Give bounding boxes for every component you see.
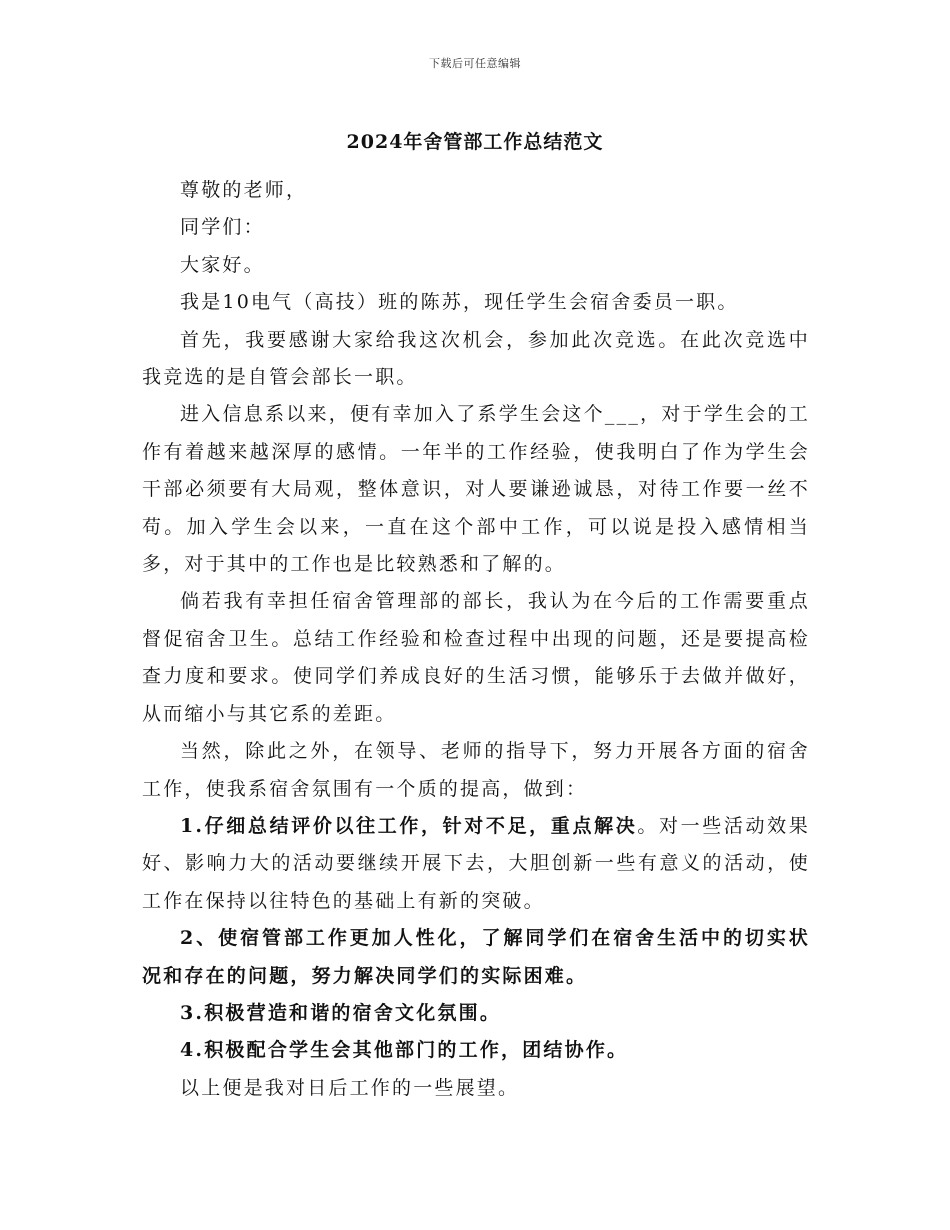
greeting-line-1: 尊敬的老师， [180,179,308,201]
experience-paragraph: 进入信息系以来，便有幸加入了系学生会这个___，对于学生会的工作有着越来越深厚的感情。一年半的工作经验，使我明白了作为学生会干部必须要有大局观，整体意识，对人要谦逊诚恳，对待工作要一丝不苟。加入学生会以来，一直在这个部中工作，可以说是投入感情相当多，对于其中的工作也是比较熟悉和了解的。 [142,403,810,576]
goal-item-1-heading: 1.仔细总结评价以往工作，针对不足，重点解决 [180,814,638,837]
document-title: 2024年舍管部工作总结范文 [346,131,604,153]
plan-paragraph: 倘若我有幸担任宿舍管理部的部长，我认为在今后的工作需要重点督促宿舍卫生。总结工作经验和检查过程中出现的问题，还是要提高检查力度和要求。使同学们养成良好的生活习惯，能够乐于去做并做好，从而缩小与其它系的差距。 [142,590,810,725]
goals-paragraph: 当然，除此之外，在领导、老师的指导下，努力开展各方面的宿舍工作，使我系宿舍氛围有一个质的提高，做到： [142,740,810,800]
closing-paragraph: 以上便是我对日后工作的一些展望。 [180,1076,520,1099]
goal-item-1 [142,808,810,920]
goal-item-4: 4.积极配合学生会其他部门的工作，团结协作。 [180,1039,629,1062]
header-note: 下载后可任意编辑 [429,57,521,70]
goal-item-1-detail: 。对一些活动效果好、影响力大的活动要继续开展下去，大胆创新一些有意义的活动，使工作在保持以往特色的基础上有新的突破。 [142,814,810,912]
goal-item-2: 2、使宿管部工作更加人性化，了解同学们在宿舍生活中的切实状况和存在的问题，努力解决同学们的实际困难。 [142,927,810,987]
goal-item-3: 3.积极营造和谐的宿舍文化氛围。 [180,1001,502,1024]
intro-paragraph: 我是10电气（高技）班的陈苏，现任学生会宿舍委员一职。 [180,291,739,314]
greeting-line-2: 同学们： [180,216,265,239]
greeting-line-3: 大家好。 [180,253,265,276]
thanks-paragraph: 首先，我要感谢大家给我这次机会，参加此次竞选。在此次竞选中我竞选的是自管会部长一职。 [142,328,810,389]
document-body [142,172,810,1107]
